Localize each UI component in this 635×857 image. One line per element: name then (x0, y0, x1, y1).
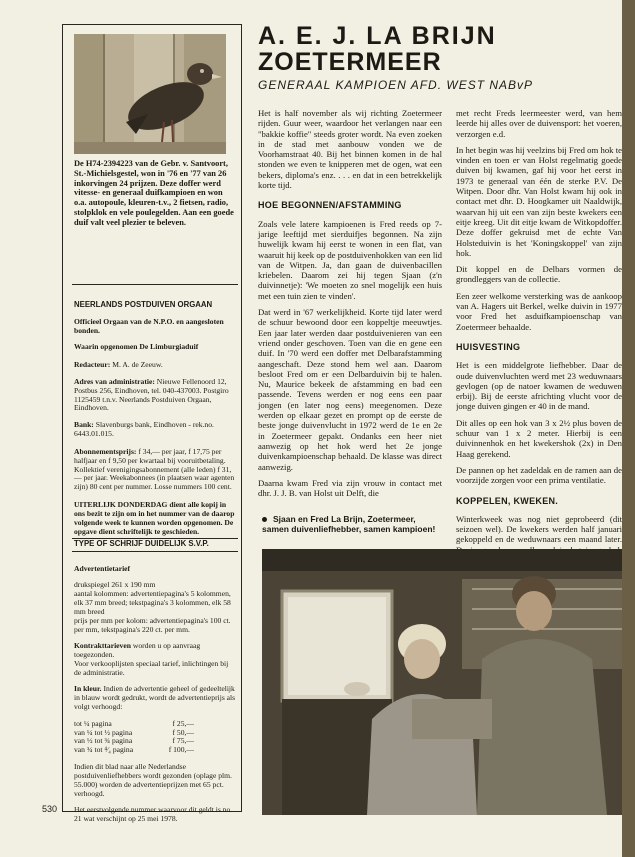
divider (72, 284, 238, 285)
article-paragraph: met recht Freds leermeester werd, van hem leerde hij alles over de duivensport: het voeren, verzorgen e.d. (456, 108, 622, 139)
section-heading: KOPPELEN, KWEKEN. (456, 495, 559, 506)
article-paragraph: Dat werd in '67 werkelijkheid. Korte tijd later werd de schuur bewoond door een koppeltje meeuwtjes. Een jaar later werden daar postduivenieren van een vriend onder geschoven. Toen van die en gene een duif. In '70 werd een doffer met Delbarafstamming aangeschaft. Deze stond hem wel aan. Daarom besloot Fred om er een Delbarduivin bij te halen. Nu, Maurice bekeek de afstamming en bad een passende. Tevens werden er nog eens een paar jongen (en later nog eens) meegenomen. Deze werden op elkaar gezet en prompt op de eerste de beste jonge duivenvlucht in 1972 werd de 1e en 2e in Zoetermeer gepakt. Ondanks een heer niet aanwezig op het hok werd het 2e jonge duivenkampioenschap behaald. De klasse was direct aanwezig. (258, 307, 442, 472)
article-paragraph: In het begin was hij veelzins bij Fred om hok te vinden en toen er van Holst regelmatig goede duiven bij kwamen, gaf hij voor het eerst in 1973 te generaal van één de sterke P.V. De Witpen. Door dhr. Van Holst kwam hij ook in contact met dhr. D. Hoogkamer uit Naaldwijk, waarvan hij uit een van zijn beste kwekers een eitje kreeg. Uit dit eitje kwam de Witkopdoffer. Deze doffer gekruisd met de echte Van Holsteduivin is het 'Koningskoppel' van zijn hok. (456, 144, 622, 258)
couple-photo-caption-text: Sjaan en Fred La Brijn, Zoetermeer, samen duivenliefhebber, samen kampioen! (262, 514, 436, 535)
org-title: NEERLANDS POSTDUIVEN ORGAAN (74, 300, 213, 309)
kleur-price-table (74, 720, 236, 756)
pigeon-photo (74, 34, 226, 154)
article-paragraph: Dit koppel en de Delbars vormen de grondleggers van de collectie. (456, 264, 622, 285)
abonnement-value: f 34,— per jaar, f 17,75 per halfjaar en f 9,50 per kwartaal bij vooruitbetaling. Kollektief verenigingsabonnement (alle leden) f 31,— per jaar. Weekabonnees (in plaatsen waar agenten zijn) 80 cent per nummer. Losse nummers 100 cent. (74, 446, 235, 492)
contract-text: worden u op aanvraag toegezonden. Voor verkooplijsten speciaal tarief, inlichtingen bij de administratie. (74, 641, 229, 677)
contract-label: Kontrakttarieven (74, 641, 131, 651)
section-heading: HOE BEGONNEN/AFSTAMMING (258, 200, 402, 211)
adres-label: Adres van administratie: (74, 376, 155, 386)
article-paragraph: Daarna kwam Fred via zijn vrouw in contact met dhr. J. J. B. van Holst uit Delft, die (258, 477, 442, 499)
kleur-row-price: f 75,— (172, 736, 194, 746)
oplage-text: Indien dit blad naar alle Nederlandse postduivenliefhebbers wordt gezonden (oplage plm. 55.000) worden de advertentieprijzen met 65 pct. verhoogd. (74, 761, 232, 798)
masthead (74, 301, 236, 545)
redacteur-label: Redacteur: (74, 360, 111, 370)
article-column-1 (258, 108, 442, 504)
page-edge-shadow (622, 0, 635, 857)
article-title: A. E. J. LA BRIJN (258, 22, 497, 50)
kleur-row-price: f 50,— (172, 727, 194, 737)
section-heading: HUISVESTING (456, 341, 521, 352)
article-subtitle: GENERAAL KAMPIOEN AFD. WEST NABvP (258, 78, 534, 92)
kleur-row-label: van ½ tot ¾ pagina (74, 736, 133, 746)
kleur-label: In kleur. (74, 684, 102, 694)
couple-photo-caption (262, 514, 440, 535)
redacteur-value: M. A. de Zeeuw. (112, 360, 163, 370)
org-subtitle-2: Waarin opgenomen De Limburgiaduif (74, 342, 199, 352)
article-paragraph: De pannen op het zadeldak en de ramen aan de voorzijde zorgen voor een prima ventilatie. (456, 464, 622, 486)
article-paragraph: Het is een middelgrote liefhebber. Daar de oude duivenvluchten werd met 23 weduwnaars gevlogen (op de natoer kwamen de weduwen erbij). Bij de eerste africhting vlucht voor de jonge duiven gingen er 40 in de mand. (456, 360, 622, 412)
kleur-row (74, 746, 194, 755)
page-number: 530 (42, 804, 58, 814)
divider (72, 551, 238, 552)
advertising-rates (74, 557, 236, 832)
article-paragraph: Zoals vele latere kampioenen is Fred reeds op 7-jarige leeftijd met sierduifjes begonnen. Na zijn huwelijk kwam hij eerst te wonen in een flat, van waaruit hij keek op de postduivenhokken van een lid van de Witpen. Ja, dan gaan de duivenbacillen kriebelen. Daarom zei hij tegen Sjaan (z'n duivinnetje): 'We moeten zo snel mogelijk een huis met een tuin zien te vinden'. (258, 218, 442, 301)
kleur-row-label: van ¼ tot ½ pagina (74, 727, 133, 737)
eerste-nummer-text: Het eerstvolgende nummer waarvoor dit geldt is no. 21 wat verschijnt op 25 mei 1978. (74, 805, 233, 823)
kleur-row-price: f 25,— (172, 718, 194, 728)
abonnement-label: Abonnementsprijs: (74, 446, 137, 456)
article-paragraph: Dit alles op een hok van 3 x 2½ plus boven de schuur van 1 x 2 meter. Hierbij is een duivinnenhok en het kwekershok (2x) in Den Haag gerekend. (456, 417, 622, 459)
pigeon-photo-caption: De H74-2394223 van de Gebr. v. Santvoort, St.-Michielsgestel, won in '76 en '77 van 26 inkorvingen 24 prijzen. Deze doffer werd vitesse- en generaal duifkampioen en won o.a. autopoule, kleuren-t.v., 2 fietsen, radio, stolpklok en vele poulegelden. Aan een goede duif valt veel plezier te beleven. (74, 159, 234, 227)
article-paragraph: Een zeer welkome versterking was de aankoop van A. Hagers uit Berkel, welke duivin in 1977 voor Fred het asduifkampioenschap van Zoetermeer behaalde. (456, 290, 622, 332)
article-title-line2: ZOETERMEER (258, 48, 442, 76)
type-note-text: TYPE OF SCHRIJF DUIDELIJK S.V.P. (74, 539, 209, 548)
article-paragraph: Winterkweek was nog niet geprobeerd (dit seizoen wel). De kwekers werden half januari gekoppeld en de weduwnaars een maand later. (456, 513, 622, 545)
bank-label: Bank: (74, 419, 94, 429)
article-intro: Het is half november als wij richting Zoetermeer rijden. Guur weer, waardoor het verlangen naar een "bakkie koffie" steeds groter wordt. Na even zoeken in de stad met aanbouw vonden we de Voorhamstraat 40. Bij het binnen komen in de hal stonden we even te knipperen met de ogen, wat een bekers, diploma's enz. . . . en dat in een betrekkelijk korte tijd. (258, 108, 442, 191)
adv-title: Advertentietarief (74, 563, 131, 573)
adres-value: Nieuwe Fellenoord 12, Postbus 256, Eindhoven, tel. 040-437003. Postgiro 1125459 t.n.v. Neerlands Postduiven Orgaan, Eindhoven. (74, 376, 229, 413)
kleur-row-price: f 100,— (168, 745, 194, 755)
bank-value: Slavenburgs bank, Eindhoven - rek.no. 6443.01.015. (74, 419, 214, 438)
kleur-row-label: tot ¼ pagina (74, 718, 112, 728)
kleur-row-label: van ¾ tot ⁴⁄₄ pagina (74, 745, 134, 755)
bullet-icon (262, 517, 267, 522)
kleur-text: Indien de advertentie geheel of gedeeltelijk in blauw wordt gedrukt, wordt de advertentieprijs als volgt verhoogd: (74, 684, 236, 712)
deadline-note: UITERLIJK DONDERDAG dient alle kopij in ons bezit te zijn om in het nummer van de daarop volgende week te kunnen worden opgenomen. De opgave dient schriftelijk te geschieden. (74, 500, 235, 536)
couple-photo (262, 549, 622, 815)
org-subtitle: Officieel Orgaan van de N.P.O. en aangesloten bonden. (74, 316, 224, 335)
article-column-2 (456, 108, 622, 571)
adv-text: drukspiegel 261 x 190 mm aantal kolommen: advertentiepagina's 5 kolommen, elk 37 mm breed; tekstpagina's 3 kolommen, elk 58 mm breed prijs per mm per kolom: advertentiepagina's 100 ct. per mm, tekstpagina's 220 ct. per mm. (74, 580, 231, 634)
